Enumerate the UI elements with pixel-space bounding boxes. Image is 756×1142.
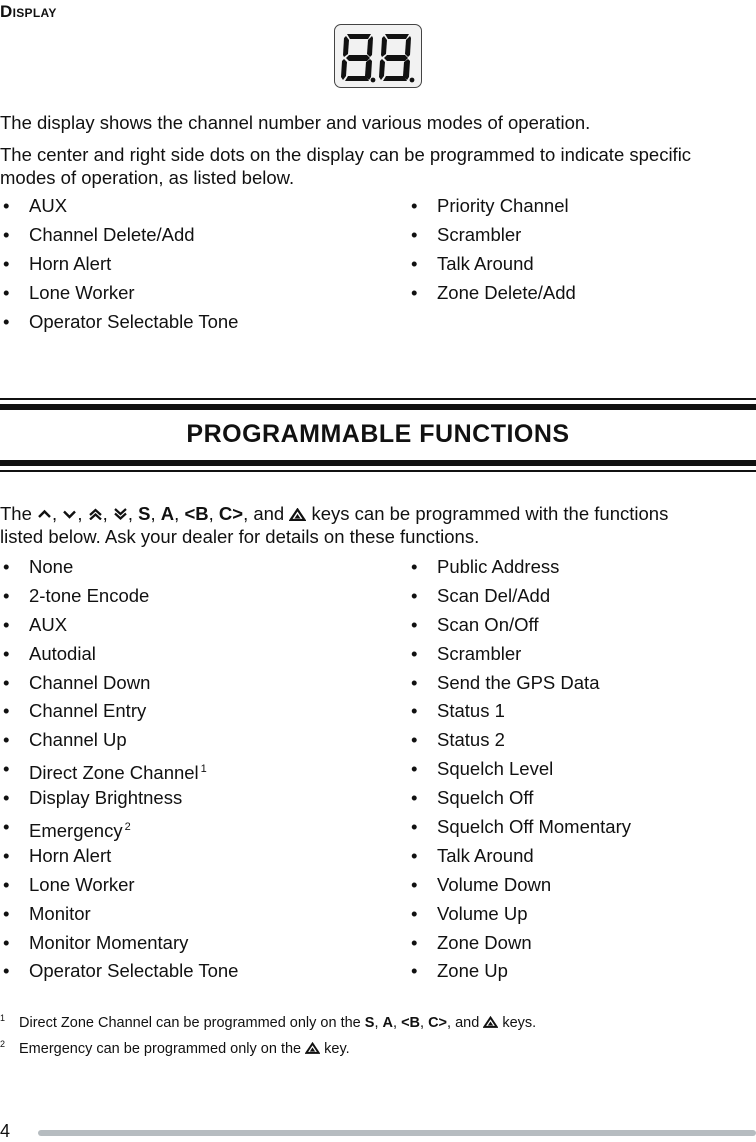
bullet: • <box>411 873 418 895</box>
footer-bar <box>38 1130 756 1136</box>
intro-prefix: The <box>0 503 32 524</box>
list-item <box>0 871 400 900</box>
list-item-label: Monitor Momentary <box>29 931 189 953</box>
footnote-text: Emergency can be programmed only on the <box>19 1041 302 1057</box>
bullet: • <box>3 281 10 303</box>
display-modes-list-left <box>0 192 400 336</box>
list-item-label: Channel Entry <box>29 700 147 722</box>
bullet: • <box>3 223 10 245</box>
list-item-label: Status 2 <box>437 729 505 751</box>
list-item-label: Operator Selectable Tone <box>29 960 239 982</box>
list-item-label: Talk Around <box>437 844 534 866</box>
programmable-functions-heading: PROGRAMMABLE FUNCTIONS <box>186 420 570 448</box>
list-item <box>0 726 400 755</box>
list-item <box>408 755 748 784</box>
key-a: A <box>382 1015 393 1031</box>
divider <box>0 398 756 400</box>
display-paragraph-1: The display shows the channel number and various modes of operation. <box>0 112 591 133</box>
list-item-label: Direct Zone Channel <box>29 762 199 784</box>
bullet: • <box>411 195 418 216</box>
key-b: <B <box>184 503 209 524</box>
bullet: • <box>3 195 10 216</box>
list-item <box>408 611 748 640</box>
list-item <box>0 611 400 640</box>
bullet: • <box>3 613 10 635</box>
list-item <box>408 957 748 986</box>
list-item <box>0 192 400 221</box>
double-down-chevron-icon <box>113 508 128 520</box>
divider <box>0 460 756 466</box>
footnote-marker: 2 <box>124 821 131 834</box>
list-item <box>408 842 748 871</box>
list-item <box>408 697 748 726</box>
triangle-key-icon <box>305 1042 320 1054</box>
list-item <box>408 669 748 698</box>
bullet: • <box>3 700 10 722</box>
list-item-label: Horn Alert <box>29 844 112 866</box>
list-item-label: Squelch Off <box>437 787 534 809</box>
bullet: • <box>411 931 418 953</box>
divider <box>0 470 756 472</box>
footnote-number: 1 <box>0 1013 6 1023</box>
bullet: • <box>3 816 10 838</box>
bullet: • <box>3 252 10 274</box>
separator: , <box>52 503 58 524</box>
separator: , <box>150 503 156 524</box>
list-item-label: None <box>29 556 74 577</box>
footnote-end: keys. <box>502 1015 537 1031</box>
list-item <box>0 755 400 784</box>
list-item-label: Monitor <box>29 902 91 924</box>
list-item <box>408 640 748 669</box>
list-item <box>408 813 748 842</box>
key-c: C> <box>218 503 244 524</box>
list-item-label: Scan Del/Add <box>437 584 551 606</box>
list-item <box>0 842 400 871</box>
list-item <box>408 726 748 755</box>
list-item <box>408 221 748 250</box>
bullet: • <box>3 556 10 577</box>
bullet: • <box>411 729 418 751</box>
bullet: • <box>411 844 418 866</box>
list-item <box>408 582 748 611</box>
list-item <box>0 582 400 611</box>
footnote-number: 2 <box>0 1039 6 1049</box>
list-item-label: Squelch Level <box>437 758 554 780</box>
bullet: • <box>411 671 418 693</box>
list-item <box>0 279 400 308</box>
footnote-1 <box>0 1009 536 1032</box>
bullet: • <box>411 281 418 303</box>
separator: , <box>102 503 108 524</box>
list-item-label: Zone Delete/Add <box>437 281 576 303</box>
bullet: • <box>411 252 418 274</box>
footnote-end: key. <box>324 1041 350 1057</box>
seven-segment-display-illustration <box>334 24 422 88</box>
key-s: S <box>364 1015 375 1031</box>
bullet: • <box>3 787 10 809</box>
bullet: • <box>3 902 10 924</box>
bullet: • <box>411 787 418 809</box>
list-item-label: Channel Delete/Add <box>29 223 195 245</box>
key-b: <B <box>401 1015 421 1031</box>
bullet: • <box>3 931 10 953</box>
and-text: , and <box>243 503 285 524</box>
list-item <box>0 784 400 813</box>
list-item-label: Horn Alert <box>29 252 112 274</box>
key-s: S <box>138 503 151 524</box>
double-up-chevron-icon <box>88 508 103 520</box>
display-modes-list-right <box>408 192 748 308</box>
list-item-label: Send the GPS Data <box>437 671 600 693</box>
list-item-label: Lone Worker <box>29 281 135 303</box>
divider <box>0 404 756 410</box>
list-item <box>408 929 748 958</box>
list-item <box>408 553 748 582</box>
separator: , <box>208 503 214 524</box>
functions-list-right <box>408 553 748 986</box>
list-item <box>0 813 400 842</box>
list-item-label: Volume Down <box>437 873 552 895</box>
bullet: • <box>3 873 10 895</box>
footnote-2 <box>0 1035 350 1058</box>
separator: , <box>77 503 83 524</box>
list-item <box>0 250 400 279</box>
list-item-label: 2-tone Encode <box>29 584 150 606</box>
list-item <box>0 640 400 669</box>
separator: , <box>174 503 180 524</box>
list-item-label: Status 1 <box>437 700 505 722</box>
list-item <box>408 871 748 900</box>
footnote-text: Direct Zone Channel can be programmed only on the <box>19 1015 361 1031</box>
seven-segment-digits <box>335 25 423 89</box>
separator: , <box>393 1015 398 1031</box>
list-item-label: Channel Down <box>29 671 151 693</box>
bullet: • <box>411 223 418 245</box>
list-item <box>408 279 748 308</box>
list-item <box>408 250 748 279</box>
list-item-label: Lone Worker <box>29 873 135 895</box>
list-item-label: Operator Selectable Tone <box>29 310 239 332</box>
bullet: • <box>411 816 418 838</box>
functions-intro-line-1 <box>0 502 756 525</box>
list-item-label: Squelch Off Momentary <box>437 816 631 838</box>
bullet: • <box>411 556 418 577</box>
list-item-label: Zone Down <box>437 931 532 953</box>
list-item-label: AUX <box>29 613 68 635</box>
separator: , <box>420 1015 425 1031</box>
list-item-label: Autodial <box>29 642 96 664</box>
list-item <box>0 957 400 986</box>
list-item-label: Channel Up <box>29 729 127 751</box>
display-heading: Display <box>0 2 57 21</box>
list-item-label: Emergency <box>29 820 123 842</box>
list-item <box>0 929 400 958</box>
separator: , <box>127 503 134 524</box>
bullet: • <box>411 613 418 635</box>
list-item-label: Scrambler <box>437 642 522 664</box>
key-c: C> <box>428 1015 448 1031</box>
list-item <box>0 669 400 698</box>
bullet: • <box>411 700 418 722</box>
list-item <box>0 900 400 929</box>
bullet: • <box>3 642 10 664</box>
list-item <box>408 784 748 813</box>
bullet: • <box>411 584 418 606</box>
functions-intro-line-2: listed below. Ask your dealer for details on these functions. <box>0 526 480 547</box>
up-chevron-icon <box>37 508 52 520</box>
bullet: • <box>3 584 10 606</box>
triangle-key-icon <box>289 508 306 521</box>
display-paragraph-2: The center and right side dots on the display can be programmed to indicate specific modes of operation, as listed below. <box>0 144 692 188</box>
page-number: 4 <box>0 1121 11 1141</box>
triangle-key-icon <box>483 1016 498 1028</box>
list-item-label: AUX <box>29 195 68 216</box>
bullet: • <box>3 310 10 332</box>
list-item <box>408 192 748 221</box>
intro-suffix: keys can be programmed with the functions <box>311 503 669 524</box>
list-item-label: Scan On/Off <box>437 613 539 635</box>
list-item <box>0 697 400 726</box>
bullet: • <box>411 902 418 924</box>
footnote-marker: 1 <box>200 763 207 776</box>
key-a: A <box>160 503 175 524</box>
bullet: • <box>411 758 418 780</box>
functions-list-left <box>0 553 400 986</box>
bullet: • <box>411 960 418 982</box>
list-item <box>0 553 400 582</box>
bullet: • <box>3 960 10 982</box>
bullet: • <box>411 642 418 664</box>
list-item <box>408 900 748 929</box>
list-item <box>0 308 400 337</box>
list-item-label: Priority Channel <box>437 195 569 216</box>
list-item-label: Talk Around <box>437 252 534 274</box>
separator: , <box>374 1015 379 1031</box>
and-text: , and <box>447 1015 480 1031</box>
bullet: • <box>3 844 10 866</box>
down-chevron-icon <box>62 508 77 520</box>
list-item-label: Public Address <box>437 556 560 577</box>
list-item-label: Zone Up <box>437 960 508 982</box>
bullet: • <box>3 729 10 751</box>
bullet: • <box>3 758 10 780</box>
list-item-label: Scrambler <box>437 223 522 245</box>
list-item-label: Volume Up <box>437 902 528 924</box>
bullet: • <box>3 671 10 693</box>
list-item <box>0 221 400 250</box>
list-item-label: Display Brightness <box>29 787 183 809</box>
